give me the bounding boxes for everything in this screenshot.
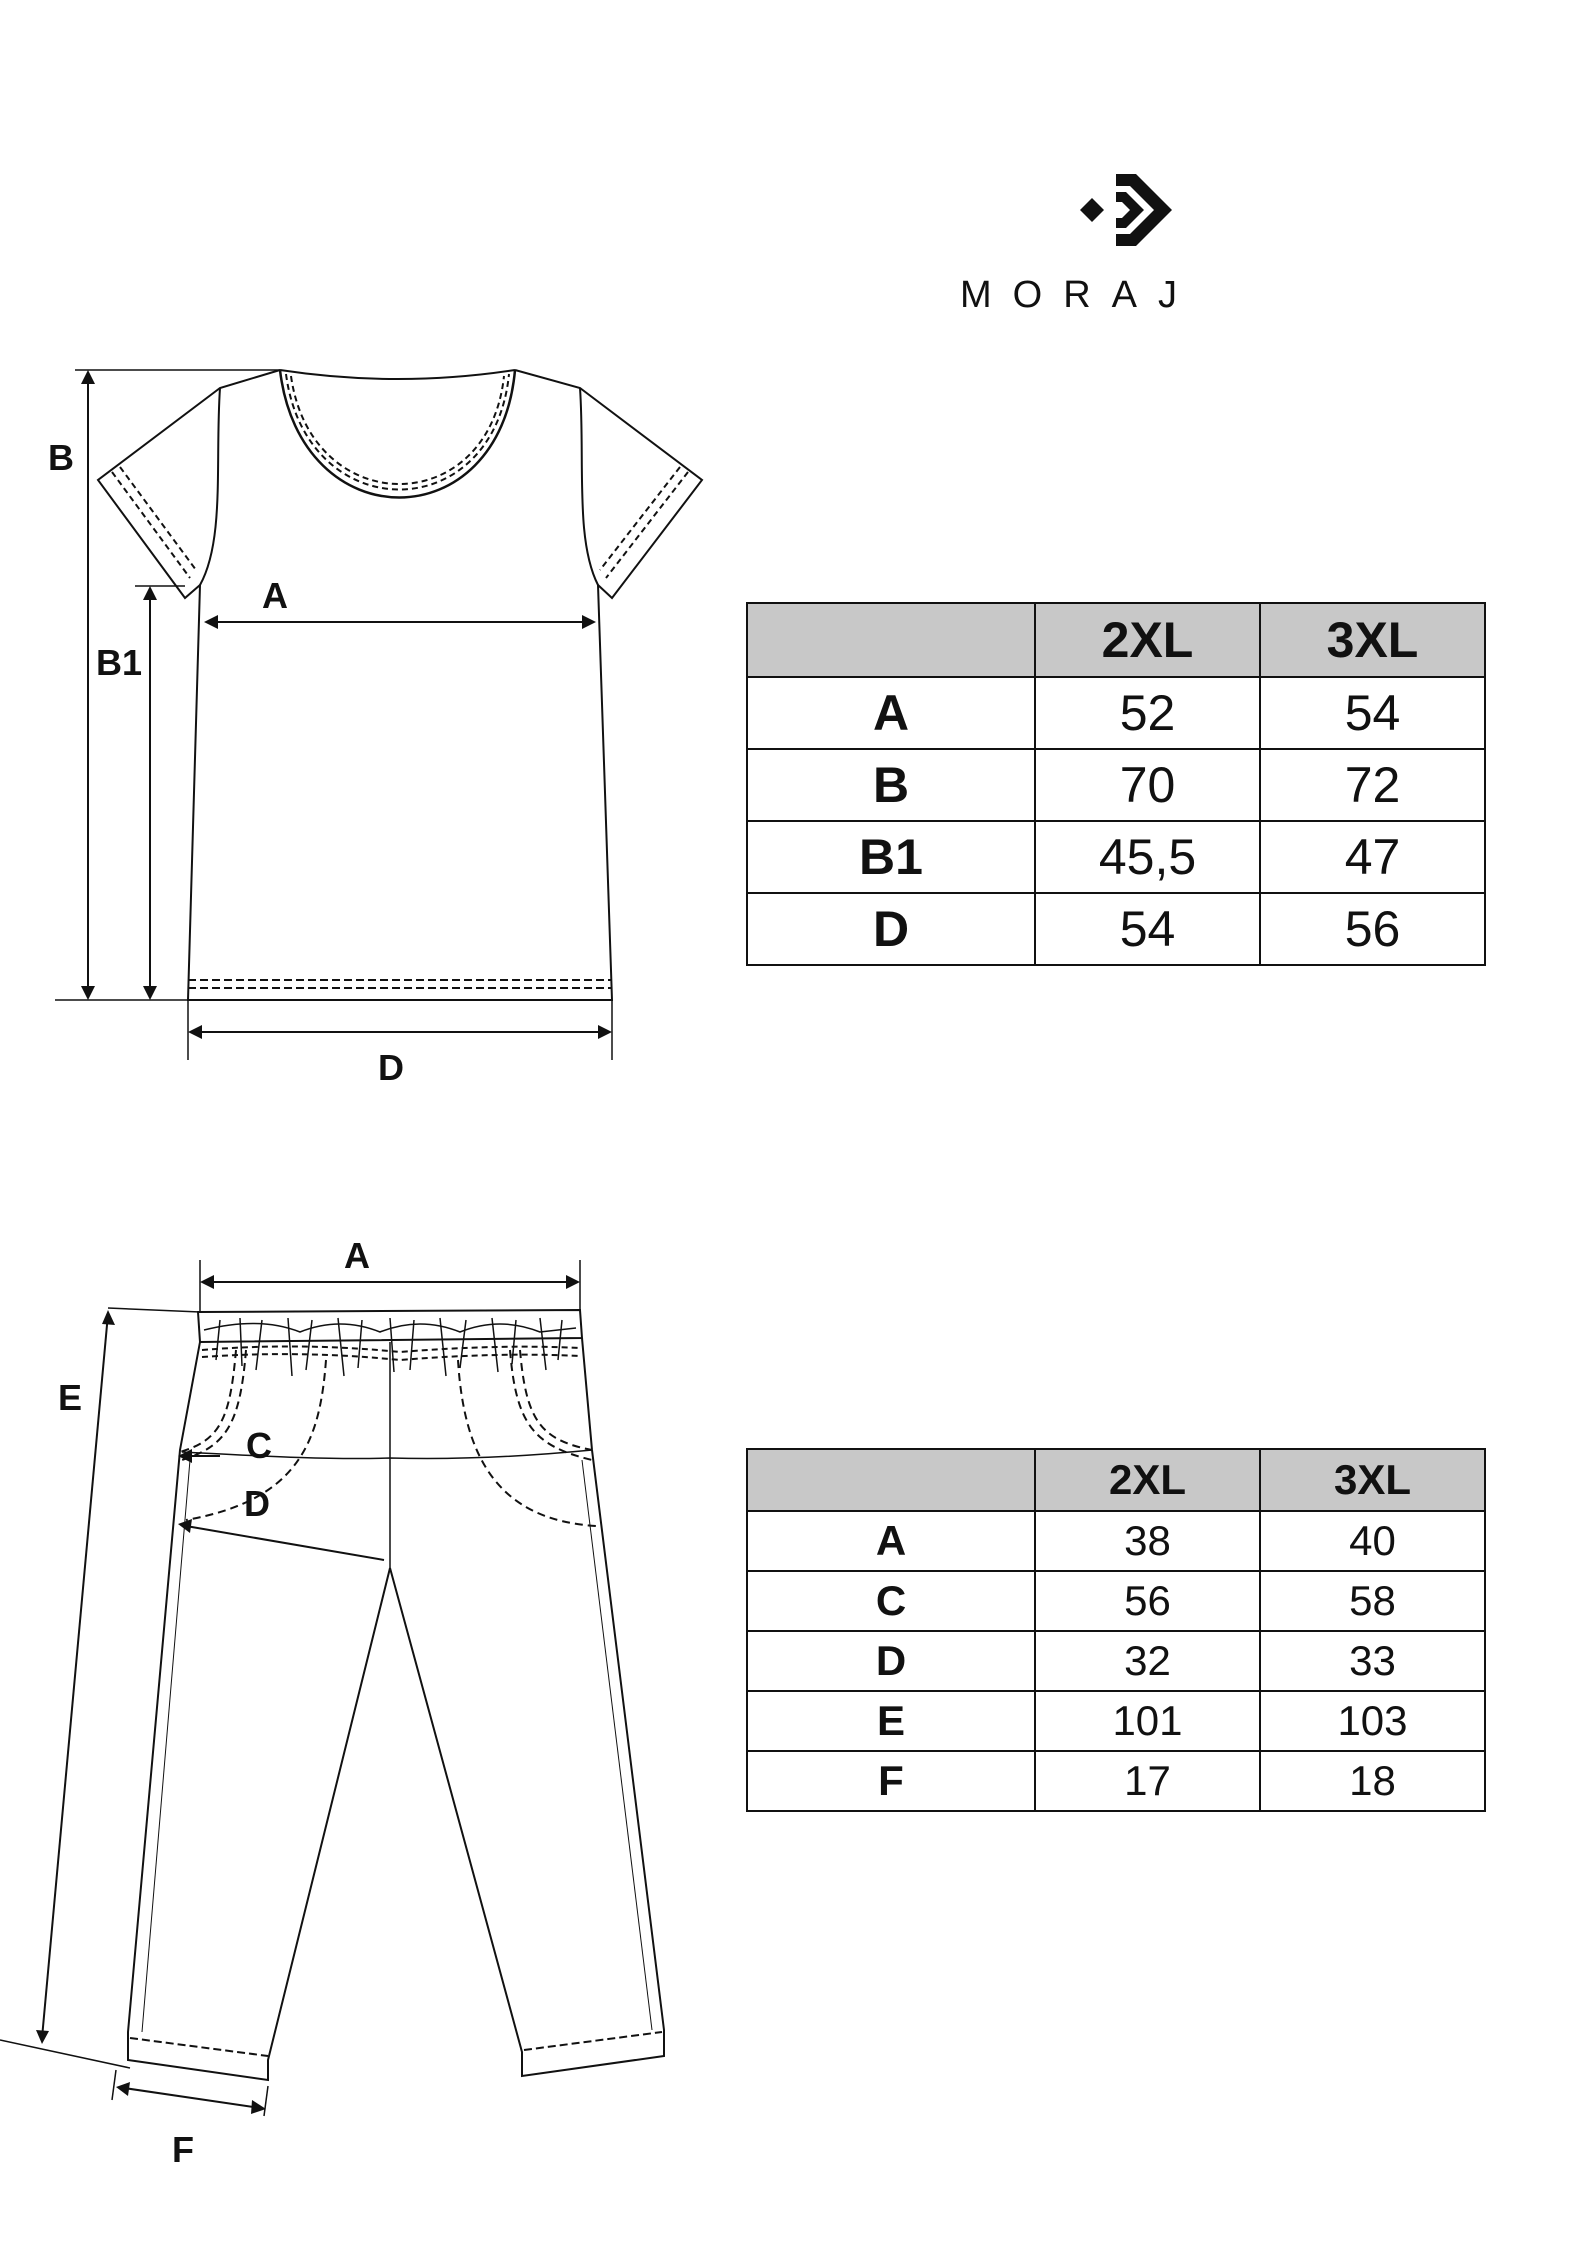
table-cell: 101 — [1035, 1691, 1260, 1751]
pants-label-a: A — [344, 1235, 370, 1276]
table-cell: 18 — [1260, 1751, 1485, 1811]
table-row — [747, 893, 1485, 965]
table-cell: 72 — [1260, 749, 1485, 821]
table-cell: 47 — [1260, 821, 1485, 893]
table-row — [747, 821, 1485, 893]
table-cell: 103 — [1260, 1691, 1485, 1751]
row-label: D — [747, 893, 1035, 965]
table-header-cell: 2XL — [1035, 1449, 1260, 1511]
table-row — [747, 677, 1485, 749]
table-row — [747, 1691, 1485, 1751]
table-row — [747, 1631, 1485, 1691]
table-row — [747, 1511, 1485, 1571]
table-cell: 33 — [1260, 1631, 1485, 1691]
row-label: B — [747, 749, 1035, 821]
table-cell: 52 — [1035, 677, 1260, 749]
pants-drawing — [0, 1220, 720, 2220]
row-label: A — [747, 1511, 1035, 1571]
table-cell: 70 — [1035, 749, 1260, 821]
table-cell: 38 — [1035, 1511, 1260, 1571]
pants-label-e: E — [58, 1377, 83, 1418]
shirt-label-a: A — [262, 575, 288, 616]
table-header-cell: 3XL — [1260, 603, 1485, 677]
table-cell: 45,5 — [1035, 821, 1260, 893]
row-label: B1 — [747, 821, 1035, 893]
table-cell: 54 — [1260, 677, 1485, 749]
table-header-cell — [747, 1449, 1035, 1511]
row-label: D — [747, 1631, 1035, 1691]
pants-label-d: D — [244, 1483, 270, 1524]
table-cell: 32 — [1035, 1631, 1260, 1691]
shirt-drawing — [0, 340, 720, 1100]
shirt-size-table — [746, 602, 1486, 966]
table-row — [747, 1751, 1485, 1811]
row-label: E — [747, 1691, 1035, 1751]
table-header-row — [747, 1449, 1485, 1511]
shirt-label-d: D — [378, 1047, 404, 1088]
shirt-label-b1: B1 — [96, 642, 143, 683]
table-header-cell: 2XL — [1035, 603, 1260, 677]
brand-header — [960, 170, 1290, 330]
table-row — [747, 1571, 1485, 1631]
table-header-row — [747, 603, 1485, 677]
table-row — [747, 749, 1485, 821]
brand-name: MORAJ — [960, 274, 1198, 316]
table-cell: 54 — [1035, 893, 1260, 965]
table-cell: 40 — [1260, 1511, 1485, 1571]
pants-label-c: C — [246, 1425, 272, 1466]
row-label: F — [747, 1751, 1035, 1811]
shirt-label-b: B — [48, 437, 74, 478]
table-header-cell: 3XL — [1260, 1449, 1485, 1511]
table-cell: 56 — [1260, 893, 1485, 965]
moraj-arrow-logo-icon — [1072, 170, 1192, 250]
table-cell: 17 — [1035, 1751, 1260, 1811]
table-header-cell — [747, 603, 1035, 677]
pants-size-table — [746, 1448, 1486, 1812]
table-cell: 56 — [1035, 1571, 1260, 1631]
pants-label-f: F — [172, 2129, 194, 2170]
table-cell: 58 — [1260, 1571, 1485, 1631]
row-label: C — [747, 1571, 1035, 1631]
row-label: A — [747, 677, 1035, 749]
